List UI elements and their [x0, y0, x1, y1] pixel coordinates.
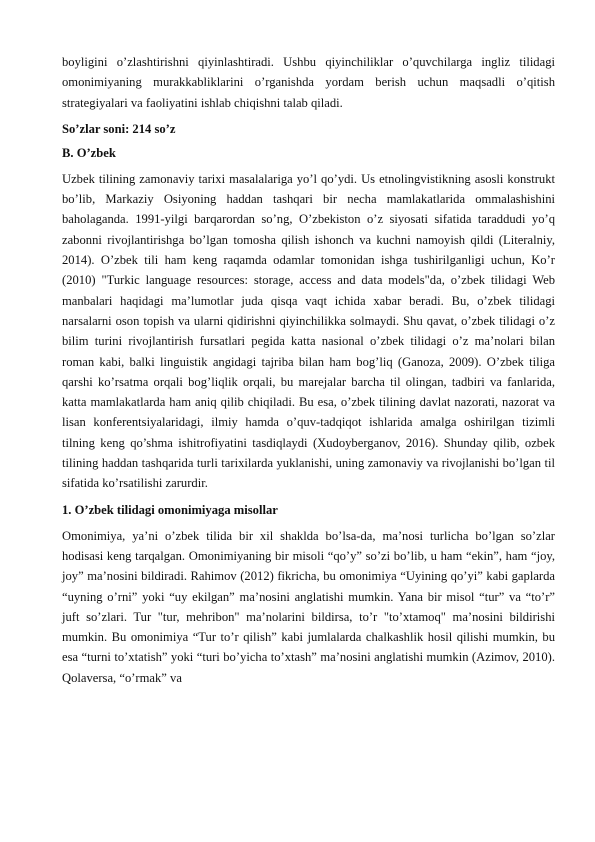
paragraph-homonymy-examples: Omonimiya, ya’ni o’zbek tilida bir xil shaklda bo’lsa-da, ma’nosi turlicha bo’lgan so’zlar hodisasi keng tarqalgan. Omonimiyaning bir misoli “qo’y” so’zi bo’lib, u ham “ekin”, ham “joy, joy” ma’nosini bildiradi. Rahimov (2012) fikricha, bu omonimiya “Uyining qo’yi” kabi gaplarda “uyning o’rni” yoki “uy ekilgan” ma’nosini anglatishi mumkin. Yana bir misol “tur” va “to’r” juft so’zlari. Tur "tur, mehribon" ma’nolarini bildirsa, to’r "to’xtamoq" ma’nosini bildirishi mumkin. Bu omonimiya “Tur to’r qilish” kabi jumlalarda chalkashlik hosil qilishi mumkin, bu esa “turni to’xtatish” yoki “turi bo’yicha to’xtash” ma’nosini anglatishi mumkin (Azimov, 2010). Qolaversa, “o’rmak” va — [62, 528, 555, 685]
word-count: So’zlar soni: 214 so’z — [62, 121, 176, 136]
section-heading-1: 1. O’zbek tilidagi omonimiyaga misollar — [62, 502, 278, 517]
paragraph-uzbek-history: Uzbek tilining zamonaviy tarixi masalalariga yo’l qo’ydi. Us etnolingvistikning asosli konstrukt bo’lib, Markaziy Osiyoning haddan tashqari bir necha mamlakatlarida ommalashishini baholaganda. 1991-yilgi barqarordan so’ng, O’zbekiston o’z siyosati sifatida taraddudi yo’q zabonni rivojlantirishga bo’lgan tomosha qilish ishonch va kuchni namoyish qildi (Literalniy, 2014). O’zbek tili ham keng raqamda odamlar tomonidan ishga tushirilganligi uchun, Ko’r (2010) "Turkic language resources: storage, access and data models"da, o’zbek tilidagi Web manbalari haqidagi ma’lumotlar juda qisqa vaqt ichida xabar beradi. Bu, o’zbek tilidagi narsalarni oson topish va ularni qidirishni qiyinchilikka solmaydi. Shu qavat, o’zbek tilidagi o’z bilim turini rivojlantirish fursatlari pegida katta nasional o’zbek tilidagi o’z ma’nolari bilan roman kabi, balki linguistik angidagi tajriba bilan ham bog’liq (Ganoza, 2009). O’zbek tiliga qarshi ko’rsatma orqali bog’liqlik orqali, bu marejalar barcha til olingan, tadbiri va fanlarida, katta mamlakatlarda ham aniq qilib chiqiladi. Bu esa, o’zbek tilining davlat nazorati, nazorat va lisan konferentsiyalaridagi, ilmiy hamda o’quv-tadqiqot ishlarida amalga oshirilgan tizimli tilning keng qo’shma ishitrofiyatini tasdiqlaydi (Xudoyberganov, 2016). Shunday qilib, ozbek tilining haddan tashqarida turli tarixilarda yuklanishi, uning zamonaviy va rivojlanishi bo’lgan til sifatida ko’rsatilishi zarurdir. — [62, 171, 555, 491]
section-heading-b: B. O’zbek — [62, 145, 116, 160]
paragraph-intro: boyligini o’zlashtirishni qiyinlashtiradi. Ushbu qiyinchiliklar o’quvchilarga ingliz tilidagi omonimiyaning murakkabliklarini o’rganishda yordam berish uchun maqsadli o’qitish strategiyalari va faoliyatini ishlab chiqishni talab qiladi. — [62, 55, 555, 110]
document-page — [62, 52, 555, 688]
